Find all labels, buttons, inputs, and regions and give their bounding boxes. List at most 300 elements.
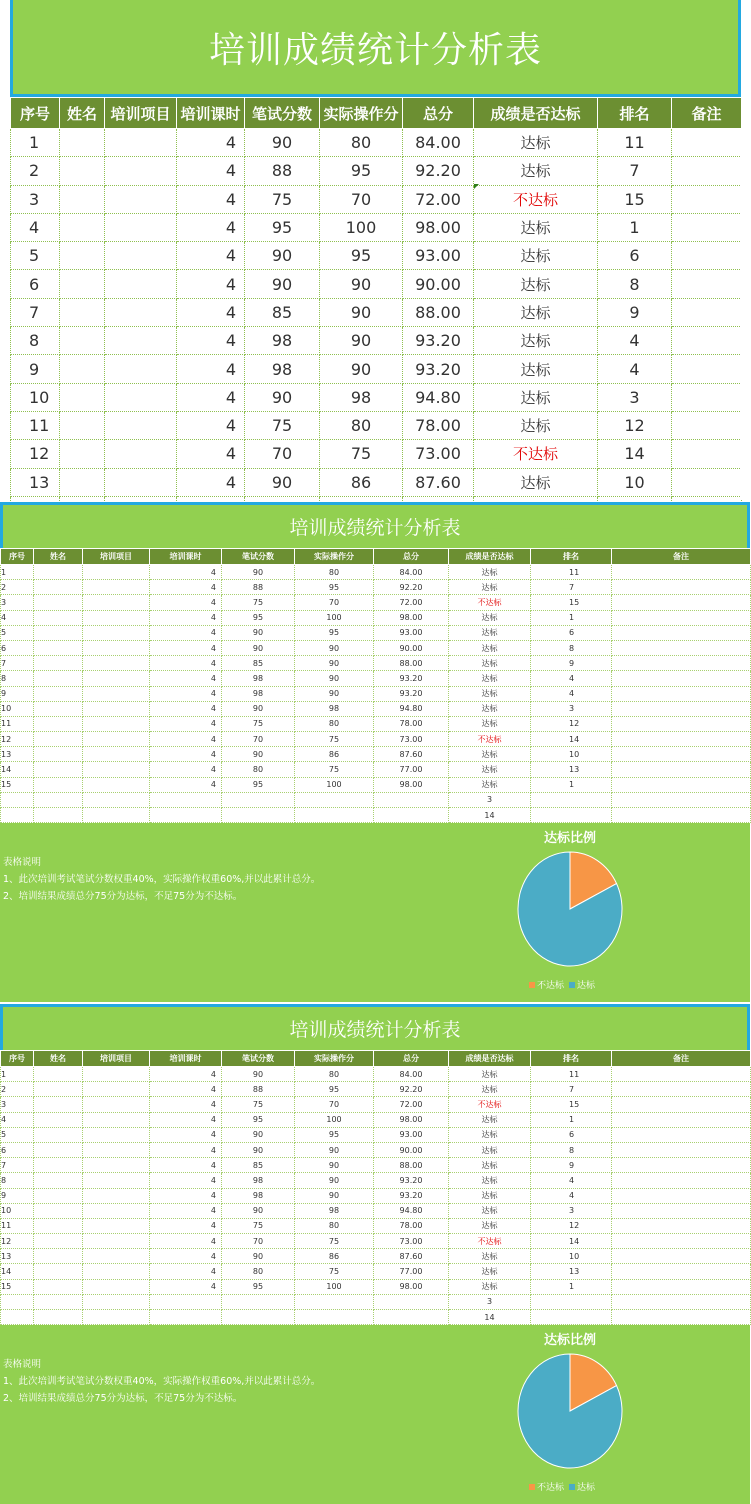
cell-hours[interactable]: 4 xyxy=(150,656,222,671)
cell-empty[interactable] xyxy=(34,808,83,823)
cell-remark[interactable] xyxy=(672,468,742,496)
column-header[interactable]: 备注 xyxy=(612,549,751,565)
cell-empty[interactable] xyxy=(150,1310,222,1325)
cell-written[interactable]: 98 xyxy=(245,355,320,383)
cell-rank[interactable]: 14 xyxy=(598,440,672,468)
cell-rank[interactable]: 14 xyxy=(531,732,612,747)
cell-total[interactable]: 73.00 xyxy=(374,1234,449,1249)
cell-status[interactable]: 达标 xyxy=(449,1127,531,1142)
cell-practical[interactable]: 80 xyxy=(295,1067,374,1082)
cell-no[interactable]: 1 xyxy=(1,1067,34,1082)
cell-practical[interactable]: 90 xyxy=(320,355,403,383)
cell-status[interactable]: 达标 xyxy=(449,640,531,655)
column-header[interactable]: 培训课时 xyxy=(150,549,222,565)
cell-status[interactable]: 达标 xyxy=(474,270,598,298)
cell-no[interactable]: 11 xyxy=(1,716,34,731)
cell-project[interactable] xyxy=(83,701,150,716)
cell-remark[interactable] xyxy=(612,1249,751,1264)
cell-hours[interactable]: 4 xyxy=(150,595,222,610)
cell-no[interactable]: 14 xyxy=(1,1264,34,1279)
cell-no[interactable]: 8 xyxy=(11,327,60,355)
cell-status[interactable]: 不达标 xyxy=(449,595,531,610)
cell-total[interactable]: 90.00 xyxy=(374,1142,449,1157)
cell-status[interactable]: 达标 xyxy=(474,213,598,241)
cell-no[interactable]: 14 xyxy=(1,762,34,777)
cell-project[interactable] xyxy=(83,1173,150,1188)
cell-empty[interactable] xyxy=(531,1294,612,1309)
cell-written[interactable]: 95 xyxy=(245,213,320,241)
cell-name[interactable] xyxy=(34,565,83,580)
cell-practical[interactable]: 90 xyxy=(295,1188,374,1203)
summary-count[interactable]: 14 xyxy=(449,808,531,823)
cell-written[interactable]: 85 xyxy=(222,656,295,671)
cell-no[interactable]: 11 xyxy=(1,1218,34,1233)
cell-project[interactable] xyxy=(105,157,177,185)
cell-hours[interactable]: 4 xyxy=(177,440,245,468)
cell-hours[interactable]: 4 xyxy=(150,671,222,686)
cell-empty[interactable] xyxy=(1,1294,34,1309)
cell-status[interactable]: 达标 xyxy=(449,580,531,595)
cell-rank[interactable]: 11 xyxy=(531,565,612,580)
cell-empty[interactable] xyxy=(374,808,449,823)
cell-project[interactable] xyxy=(83,1142,150,1157)
cell-written[interactable]: 90 xyxy=(222,640,295,655)
cell-project[interactable] xyxy=(105,440,177,468)
cell-project[interactable] xyxy=(83,762,150,777)
cell-no[interactable]: 7 xyxy=(1,1158,34,1173)
cell-empty[interactable] xyxy=(83,792,150,807)
cell-project[interactable] xyxy=(105,468,177,496)
cell-project[interactable] xyxy=(83,640,150,655)
cell-empty[interactable] xyxy=(612,1294,751,1309)
column-header[interactable]: 笔试分数 xyxy=(222,549,295,565)
cell-written[interactable]: 80 xyxy=(222,1264,295,1279)
cell-written[interactable]: 90 xyxy=(222,701,295,716)
cell-project[interactable] xyxy=(105,355,177,383)
cell-empty[interactable] xyxy=(612,792,751,807)
cell-no[interactable]: 2 xyxy=(1,580,34,595)
cell-written[interactable]: 90 xyxy=(245,468,320,496)
cell-practical[interactable]: 100 xyxy=(295,777,374,792)
cell-rank[interactable]: 1 xyxy=(531,1112,612,1127)
cell-project[interactable] xyxy=(83,656,150,671)
cell-total[interactable]: 93.20 xyxy=(374,1173,449,1188)
cell-status[interactable]: 达标 xyxy=(449,671,531,686)
cell-total[interactable]: 93.20 xyxy=(374,1188,449,1203)
cell-hours[interactable]: 4 xyxy=(177,355,245,383)
cell-hours[interactable]: 4 xyxy=(150,625,222,640)
cell-remark[interactable] xyxy=(612,1173,751,1188)
cell-status[interactable]: 达标 xyxy=(474,157,598,185)
cell-written[interactable]: 75 xyxy=(245,185,320,213)
cell-name[interactable] xyxy=(34,671,83,686)
cell-project[interactable] xyxy=(83,1112,150,1127)
cell-no[interactable]: 6 xyxy=(1,1142,34,1157)
cell-empty[interactable] xyxy=(531,792,612,807)
cell-practical[interactable]: 86 xyxy=(295,1249,374,1264)
cell-no[interactable]: 8 xyxy=(1,671,34,686)
cell-project[interactable] xyxy=(105,383,177,411)
cell-remark[interactable] xyxy=(672,383,742,411)
cell-practical[interactable]: 90 xyxy=(320,298,403,326)
cell-rank[interactable]: 11 xyxy=(598,129,672,157)
cell-written[interactable]: 70 xyxy=(222,732,295,747)
cell-name[interactable] xyxy=(34,1173,83,1188)
cell-remark[interactable] xyxy=(612,747,751,762)
cell-rank[interactable]: 7 xyxy=(598,157,672,185)
cell-total[interactable]: 94.80 xyxy=(403,383,474,411)
cell-no[interactable]: 11 xyxy=(11,411,60,439)
cell-rank[interactable]: 10 xyxy=(531,747,612,762)
cell-total[interactable]: 72.00 xyxy=(374,1097,449,1112)
cell-no[interactable]: 7 xyxy=(1,656,34,671)
cell-hours[interactable]: 4 xyxy=(150,1142,222,1157)
cell-name[interactable] xyxy=(34,625,83,640)
cell-rank[interactable]: 8 xyxy=(598,270,672,298)
cell-hours[interactable]: 4 xyxy=(150,1097,222,1112)
cell-rank[interactable]: 1 xyxy=(531,777,612,792)
column-header[interactable]: 成绩是否达标 xyxy=(449,549,531,565)
cell-name[interactable] xyxy=(60,129,105,157)
column-header[interactable]: 笔试分数 xyxy=(222,1051,295,1067)
cell-rank[interactable]: 8 xyxy=(531,1142,612,1157)
cell-project[interactable] xyxy=(83,777,150,792)
cell-no[interactable]: 9 xyxy=(11,355,60,383)
cell-project[interactable] xyxy=(105,411,177,439)
cell-no[interactable]: 10 xyxy=(1,1203,34,1218)
cell-remark[interactable] xyxy=(672,129,742,157)
cell-name[interactable] xyxy=(34,1097,83,1112)
cell-project[interactable] xyxy=(83,595,150,610)
cell-total[interactable]: 78.00 xyxy=(374,1218,449,1233)
cell-practical[interactable]: 75 xyxy=(295,1234,374,1249)
cell-status[interactable]: 达标 xyxy=(474,242,598,270)
cell-hours[interactable]: 4 xyxy=(177,270,245,298)
cell-written[interactable]: 88 xyxy=(222,580,295,595)
cell-empty[interactable] xyxy=(222,1310,295,1325)
cell-rank[interactable]: 15 xyxy=(531,595,612,610)
cell-name[interactable] xyxy=(34,1082,83,1097)
cell-no[interactable]: 1 xyxy=(1,565,34,580)
cell-project[interactable] xyxy=(83,686,150,701)
cell-rank[interactable]: 4 xyxy=(531,686,612,701)
cell-total[interactable]: 84.00 xyxy=(374,1067,449,1082)
cell-rank[interactable]: 15 xyxy=(598,185,672,213)
cell-written[interactable]: 70 xyxy=(245,440,320,468)
cell-empty[interactable] xyxy=(612,808,751,823)
cell-written[interactable]: 80 xyxy=(222,762,295,777)
cell-name[interactable] xyxy=(34,610,83,625)
cell-name[interactable] xyxy=(60,157,105,185)
cell-total[interactable]: 73.00 xyxy=(374,732,449,747)
cell-status[interactable]: 达标 xyxy=(449,747,531,762)
cell-written[interactable]: 88 xyxy=(222,1082,295,1097)
column-header[interactable]: 排名 xyxy=(531,549,612,565)
column-header[interactable]: 培训课时 xyxy=(150,1051,222,1067)
cell-hours[interactable]: 4 xyxy=(177,185,245,213)
cell-remark[interactable] xyxy=(612,640,751,655)
cell-hours[interactable]: 4 xyxy=(177,468,245,496)
cell-rank[interactable]: 6 xyxy=(531,1127,612,1142)
cell-empty[interactable] xyxy=(34,792,83,807)
cell-empty[interactable] xyxy=(83,808,150,823)
cell-name[interactable] xyxy=(34,686,83,701)
column-header[interactable]: 备注 xyxy=(612,1051,751,1067)
cell-no[interactable]: 2 xyxy=(1,1082,34,1097)
cell-status[interactable]: 达标 xyxy=(449,610,531,625)
cell-no[interactable]: 3 xyxy=(1,1097,34,1112)
cell-written[interactable]: 98 xyxy=(245,327,320,355)
cell-no[interactable]: 13 xyxy=(1,1249,34,1264)
column-header[interactable]: 培训项目 xyxy=(83,549,150,565)
cell-empty[interactable] xyxy=(295,792,374,807)
cell-practical[interactable]: 75 xyxy=(295,732,374,747)
cell-empty[interactable] xyxy=(295,1310,374,1325)
cell-total[interactable]: 88.00 xyxy=(374,1158,449,1173)
cell-total[interactable]: 77.00 xyxy=(374,1264,449,1279)
cell-name[interactable] xyxy=(60,411,105,439)
cell-no[interactable]: 5 xyxy=(11,242,60,270)
cell-name[interactable] xyxy=(34,747,83,762)
cell-remark[interactable] xyxy=(612,777,751,792)
cell-written[interactable]: 90 xyxy=(245,242,320,270)
cell-practical[interactable]: 95 xyxy=(295,580,374,595)
column-header[interactable]: 排名 xyxy=(531,1051,612,1067)
cell-remark[interactable] xyxy=(612,1158,751,1173)
cell-project[interactable] xyxy=(83,716,150,731)
cell-practical[interactable]: 70 xyxy=(295,1097,374,1112)
cell-hours[interactable]: 4 xyxy=(150,1112,222,1127)
cell-written[interactable]: 75 xyxy=(222,1218,295,1233)
cell-written[interactable]: 98 xyxy=(222,686,295,701)
cell-hours[interactable]: 4 xyxy=(150,1173,222,1188)
cell-remark[interactable] xyxy=(612,701,751,716)
cell-total[interactable]: 98.00 xyxy=(374,1112,449,1127)
cell-name[interactable] xyxy=(34,716,83,731)
cell-total[interactable]: 84.00 xyxy=(374,565,449,580)
column-header[interactable]: 姓名 xyxy=(34,549,83,565)
cell-written[interactable]: 98 xyxy=(222,671,295,686)
cell-status[interactable]: 达标 xyxy=(449,625,531,640)
cell-rank[interactable]: 4 xyxy=(531,1188,612,1203)
cell-hours[interactable]: 4 xyxy=(177,157,245,185)
cell-status[interactable]: 达标 xyxy=(449,686,531,701)
cell-status[interactable]: 达标 xyxy=(449,1279,531,1294)
cell-no[interactable]: 4 xyxy=(1,610,34,625)
cell-empty[interactable] xyxy=(222,1294,295,1309)
cell-project[interactable] xyxy=(105,242,177,270)
cell-project[interactable] xyxy=(83,1203,150,1218)
cell-written[interactable]: 90 xyxy=(222,1249,295,1264)
cell-no[interactable]: 12 xyxy=(1,732,34,747)
cell-no[interactable]: 5 xyxy=(1,1127,34,1142)
cell-written[interactable]: 90 xyxy=(222,747,295,762)
cell-total[interactable]: 88.00 xyxy=(403,298,474,326)
cell-status[interactable]: 达标 xyxy=(474,468,598,496)
cell-remark[interactable] xyxy=(612,580,751,595)
cell-status[interactable]: 达标 xyxy=(449,1142,531,1157)
cell-empty[interactable] xyxy=(1,808,34,823)
cell-status[interactable]: 达标 xyxy=(449,1188,531,1203)
cell-empty[interactable] xyxy=(150,1294,222,1309)
cell-rank[interactable]: 8 xyxy=(531,640,612,655)
column-header[interactable]: 备注 xyxy=(672,98,742,129)
cell-no[interactable]: 13 xyxy=(11,468,60,496)
cell-status[interactable]: 达标 xyxy=(449,1249,531,1264)
cell-rank[interactable]: 10 xyxy=(598,468,672,496)
cell-practical[interactable]: 95 xyxy=(295,1127,374,1142)
cell-hours[interactable]: 4 xyxy=(150,716,222,731)
cell-name[interactable] xyxy=(34,656,83,671)
cell-status[interactable]: 达标 xyxy=(449,701,531,716)
cell-name[interactable] xyxy=(34,762,83,777)
cell-written[interactable]: 98 xyxy=(222,1188,295,1203)
column-header[interactable]: 序号 xyxy=(1,549,34,565)
cell-project[interactable] xyxy=(83,1264,150,1279)
cell-total[interactable]: 93.20 xyxy=(374,671,449,686)
cell-rank[interactable]: 9 xyxy=(598,298,672,326)
cell-practical[interactable]: 90 xyxy=(295,686,374,701)
cell-written[interactable]: 85 xyxy=(245,298,320,326)
cell-status[interactable]: 不达标 xyxy=(449,732,531,747)
cell-empty[interactable] xyxy=(150,792,222,807)
cell-empty[interactable] xyxy=(1,1310,34,1325)
cell-project[interactable] xyxy=(83,1188,150,1203)
cell-project[interactable] xyxy=(83,580,150,595)
cell-total[interactable]: 72.00 xyxy=(403,185,474,213)
cell-name[interactable] xyxy=(34,580,83,595)
cell-project[interactable] xyxy=(105,270,177,298)
cell-no[interactable]: 12 xyxy=(1,1234,34,1249)
cell-hours[interactable]: 4 xyxy=(150,762,222,777)
cell-practical[interactable]: 90 xyxy=(295,1158,374,1173)
cell-project[interactable] xyxy=(105,129,177,157)
cell-project[interactable] xyxy=(83,732,150,747)
cell-written[interactable]: 95 xyxy=(222,610,295,625)
cell-hours[interactable]: 4 xyxy=(177,129,245,157)
cell-total[interactable]: 92.20 xyxy=(374,1082,449,1097)
cell-remark[interactable] xyxy=(612,762,751,777)
cell-no[interactable]: 12 xyxy=(11,440,60,468)
cell-project[interactable] xyxy=(105,213,177,241)
cell-name[interactable] xyxy=(34,1249,83,1264)
cell-status[interactable]: 达标 xyxy=(449,1082,531,1097)
cell-practical[interactable]: 75 xyxy=(320,440,403,468)
cell-status[interactable]: 达标 xyxy=(449,716,531,731)
cell-written[interactable]: 75 xyxy=(222,716,295,731)
cell-status[interactable]: 达标 xyxy=(449,565,531,580)
cell-hours[interactable]: 4 xyxy=(150,1158,222,1173)
cell-empty[interactable] xyxy=(374,1310,449,1325)
cell-status[interactable]: 达标 xyxy=(474,355,598,383)
cell-name[interactable] xyxy=(34,777,83,792)
column-header[interactable]: 实际操作分 xyxy=(320,98,403,129)
cell-empty[interactable] xyxy=(34,1310,83,1325)
cell-status[interactable]: 达标 xyxy=(449,1218,531,1233)
cell-no[interactable]: 10 xyxy=(11,383,60,411)
cell-hours[interactable]: 4 xyxy=(177,383,245,411)
column-header[interactable]: 成绩是否达标 xyxy=(449,1051,531,1067)
cell-name[interactable] xyxy=(34,1279,83,1294)
cell-no[interactable]: 3 xyxy=(11,185,60,213)
cell-remark[interactable] xyxy=(612,1203,751,1218)
cell-no[interactable]: 7 xyxy=(11,298,60,326)
cell-project[interactable] xyxy=(83,1249,150,1264)
cell-written[interactable]: 98 xyxy=(222,1173,295,1188)
column-header[interactable]: 序号 xyxy=(11,98,60,129)
cell-hours[interactable]: 4 xyxy=(150,1082,222,1097)
cell-total[interactable]: 72.00 xyxy=(374,595,449,610)
cell-written[interactable]: 85 xyxy=(222,1158,295,1173)
cell-rank[interactable]: 4 xyxy=(598,355,672,383)
cell-written[interactable]: 90 xyxy=(222,1142,295,1157)
cell-total[interactable]: 93.00 xyxy=(403,242,474,270)
cell-practical[interactable]: 80 xyxy=(320,411,403,439)
cell-total[interactable]: 93.00 xyxy=(374,1127,449,1142)
cell-rank[interactable]: 9 xyxy=(531,656,612,671)
cell-status[interactable]: 达标 xyxy=(449,1158,531,1173)
cell-total[interactable]: 98.00 xyxy=(374,777,449,792)
cell-project[interactable] xyxy=(83,565,150,580)
cell-rank[interactable]: 3 xyxy=(531,701,612,716)
cell-name[interactable] xyxy=(60,468,105,496)
cell-remark[interactable] xyxy=(612,1082,751,1097)
cell-rank[interactable]: 10 xyxy=(531,1249,612,1264)
cell-hours[interactable]: 4 xyxy=(150,732,222,747)
cell-hours[interactable]: 4 xyxy=(177,411,245,439)
cell-remark[interactable] xyxy=(612,1264,751,1279)
cell-empty[interactable] xyxy=(612,1310,751,1325)
cell-no[interactable]: 15 xyxy=(1,777,34,792)
cell-name[interactable] xyxy=(34,595,83,610)
cell-project[interactable] xyxy=(83,1279,150,1294)
cell-remark[interactable] xyxy=(612,732,751,747)
column-header[interactable]: 总分 xyxy=(374,549,449,565)
cell-practical[interactable]: 86 xyxy=(295,747,374,762)
cell-hours[interactable]: 4 xyxy=(150,1279,222,1294)
cell-rank[interactable]: 12 xyxy=(531,1218,612,1233)
cell-project[interactable] xyxy=(105,298,177,326)
cell-practical[interactable]: 90 xyxy=(320,327,403,355)
column-header[interactable]: 实际操作分 xyxy=(295,549,374,565)
cell-written[interactable]: 90 xyxy=(245,129,320,157)
cell-written[interactable]: 90 xyxy=(222,1203,295,1218)
cell-hours[interactable]: 4 xyxy=(150,610,222,625)
cell-remark[interactable] xyxy=(612,716,751,731)
cell-total[interactable]: 87.60 xyxy=(374,1249,449,1264)
cell-total[interactable]: 93.00 xyxy=(374,625,449,640)
cell-practical[interactable]: 90 xyxy=(295,671,374,686)
cell-project[interactable] xyxy=(83,1158,150,1173)
cell-project[interactable] xyxy=(83,1234,150,1249)
cell-empty[interactable] xyxy=(83,1310,150,1325)
cell-status[interactable]: 不达标 xyxy=(474,440,598,468)
cell-name[interactable] xyxy=(34,640,83,655)
cell-written[interactable]: 95 xyxy=(222,777,295,792)
cell-practical[interactable]: 100 xyxy=(320,213,403,241)
cell-total[interactable]: 84.00 xyxy=(403,129,474,157)
cell-hours[interactable]: 4 xyxy=(177,327,245,355)
cell-status[interactable]: 不达标 xyxy=(449,1234,531,1249)
cell-hours[interactable]: 4 xyxy=(150,580,222,595)
cell-practical[interactable]: 90 xyxy=(295,640,374,655)
column-header[interactable]: 排名 xyxy=(598,98,672,129)
cell-rank[interactable]: 1 xyxy=(531,1279,612,1294)
column-header[interactable]: 培训项目 xyxy=(83,1051,150,1067)
cell-no[interactable]: 4 xyxy=(1,1112,34,1127)
cell-total[interactable]: 90.00 xyxy=(403,270,474,298)
cell-no[interactable]: 13 xyxy=(1,747,34,762)
